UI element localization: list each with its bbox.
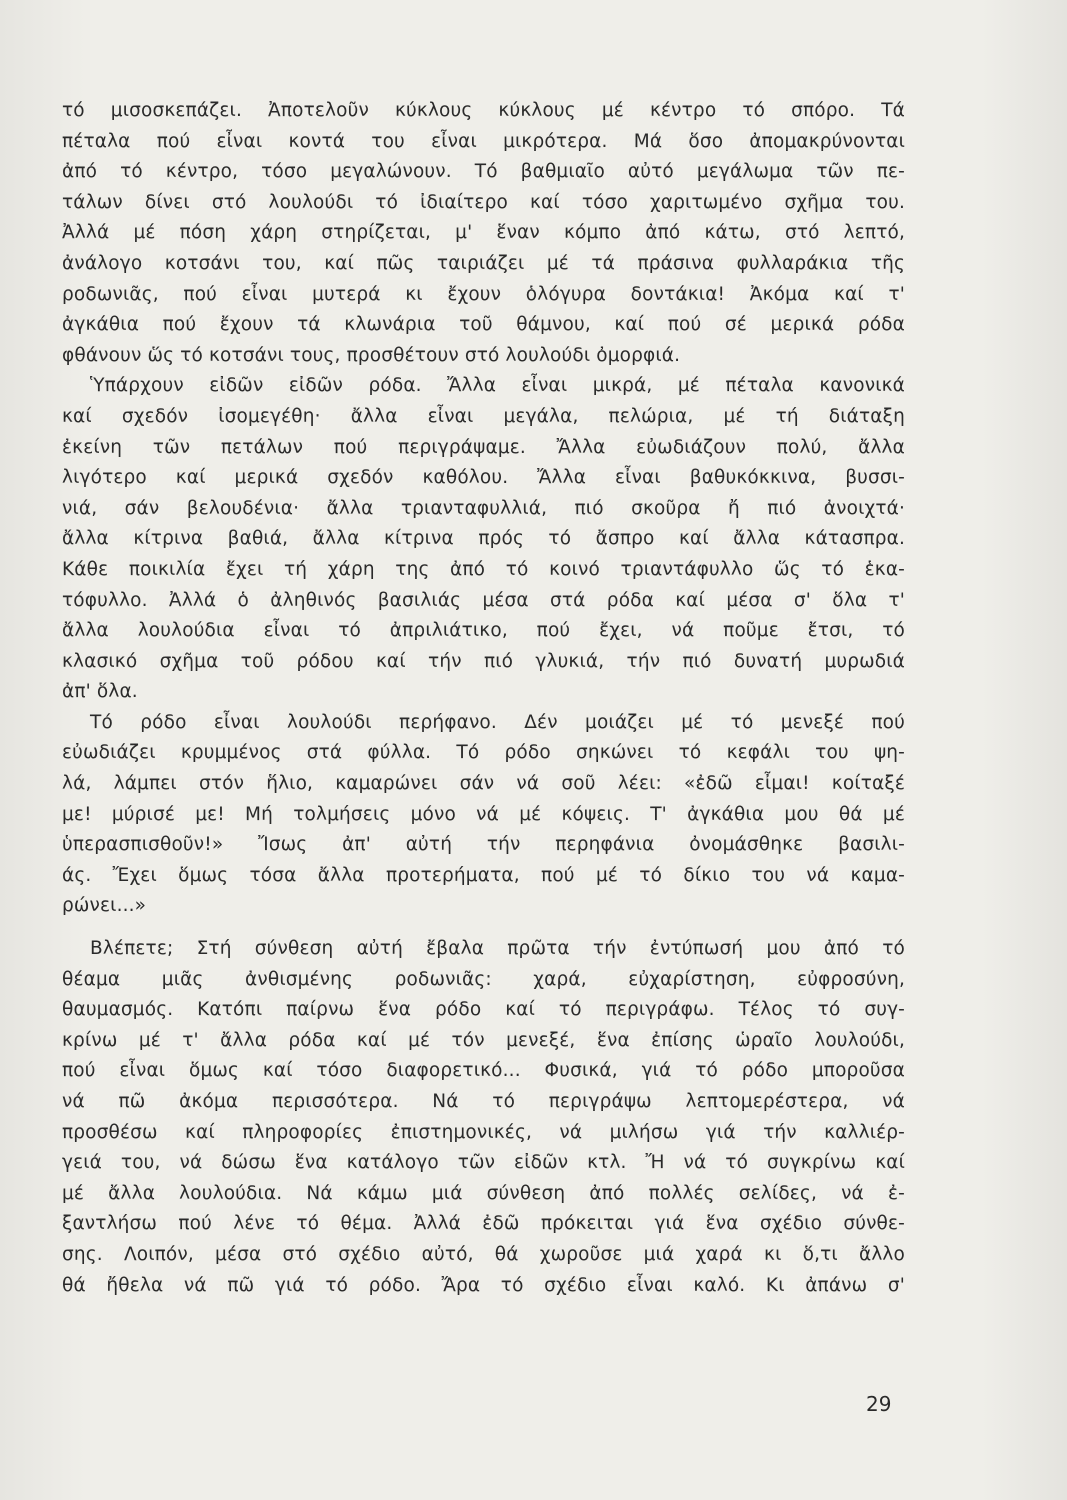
text-line: λά, λάμπει στόν ἥλιο, καμαρώνει σάν νά σοῦ λέει: «ἐδῶ εἶμαι! κοίταξέ [62, 773, 905, 795]
text-line: προσθέσω καί πληροφορίες ἐπιστημονικές, νά μιλήσω γιά τήν καλλιέρ- [62, 1121, 905, 1143]
body-text [62, 96, 905, 1301]
text-line: θά ἤθελα νά πῶ γιά τό ρόδο. Ἄρα τό σχέδιο εἶναι καλό. Κι ἀπάνω σ' [62, 1274, 905, 1296]
text-line: ἐκείνη τῶν πετάλων πού περιγράψαμε. Ἄλλα εὐωδιάζουν πολύ, ἄλλα [62, 436, 905, 458]
text-line: πέταλα πού εἶναι κοντά του εἶναι μικρότερα. Μά ὅσο ἀπομακρύνονται [62, 130, 905, 152]
text-line: με! μύρισέ με! Μή τολμήσεις μόνο νά μέ κόψεις. Τ' ἀγκάθια μου θά μέ [62, 803, 905, 825]
text-line: θαυμασμός. Κατόπι παίρνω ἕνα ρόδο καί τό περιγράφω. Τέλος τό συγ- [62, 999, 905, 1021]
text-line: κρίνω μέ τ' ἄλλα ρόδα καί μέ τόν μενεξέ, ἕνα ἐπίσης ὡραῖο λουλούδι, [62, 1029, 905, 1051]
text-line: ἄλλα κίτρινα βαθιά, ἄλλα κίτρινα πρός τό ἄσπρο καί ἄλλα κάτασπρα. [62, 528, 905, 550]
text-line: ἀνάλογο κοτσάνι του, καί πῶς ταιριάζει μέ τά πράσινα φυλλαράκια τῆς [62, 252, 905, 274]
text-line: ἀπό τό κέντρο, τόσο μεγαλώνουν. Τό βαθμιαῖο αὐτό μεγάλωμα τῶν πε- [62, 161, 905, 183]
text-line: ἀπ' ὅλα. [62, 681, 138, 703]
text-line: Ὑπάρχουν εἰδῶν εἰδῶν ρόδα. Ἄλλα εἶναι μικρά, μέ πέταλα κανονικά [90, 375, 905, 397]
text-line: φθάνουν ὥς τό κοτσάνι τους, προσθέτουν στό λουλούδι ὀμορφιά. [62, 344, 681, 366]
paragraph-1 [62, 96, 905, 371]
paragraph-4 [62, 934, 905, 1301]
text-line: τάλων δίνει στό λουλούδι τό ἰδιαίτερο καί τόσο χαριτωμένο σχῆμα του. [62, 191, 905, 213]
text-line: τό μισοσκεπάζει. Ἀποτελοῦν κύκλους κύκλους μέ κέντρο τό σπόρο. Τά [62, 100, 905, 121]
text-line: θέαμα μιᾶς ἀνθισμένης ροδωνιᾶς: χαρά, εὐχαρίστηση, εὐφροσύνη, [62, 968, 905, 990]
text-line: ἀγκάθια πού ἔχουν τά κλωνάρια τοῦ θάμνου, καί πού σέ μερικά ρόδα [62, 314, 905, 336]
paragraph-2 [62, 371, 905, 708]
page-number: 29 [866, 1392, 892, 1416]
text-line: εὐωδιάζει κρυμμένος στά φύλλα. Τό ρόδο σηκώνει τό κεφάλι του ψη- [62, 742, 905, 764]
text-line: τόφυλλο. Ἀλλά ὁ ἀληθινός βασιλιάς μέσα στά ρόδα καί μέσα σ' ὅλα τ' [62, 589, 905, 611]
text-line: Κάθε ποικιλία ἔχει τή χάρη της ἀπό τό κοινό τριαντάφυλλο ὥς τό ἑκα- [62, 558, 905, 580]
text-line: λιγότερο καί μερικά σχεδόν καθόλου. Ἄλλα εἶναι βαθυκόκκινα, βυσσι- [62, 467, 905, 489]
text-line: Βλέπετε; Στή σύνθεση αὐτή ἔβαλα πρῶτα τήν ἐντύπωσή μου ἀπό τό [90, 938, 905, 960]
text-line: σης. Λοιπόν, μέσα στό σχέδιο αὐτό, θά χωροῦσε μιά χαρά κι ὅ,τι ἄλλο [62, 1243, 905, 1265]
paragraph-gap [62, 922, 905, 934]
text-line: καί σχεδόν ἰσομεγέθη· ἄλλα εἶναι μεγάλα, πελώρια, μέ τή διάταξη [62, 405, 905, 427]
text-line: νά πῶ ἀκόμα περισσότερα. Νά τό περιγράψω λεπτομερέστερα, νά [62, 1091, 905, 1112]
text-line: ρώνει...» [62, 895, 147, 917]
text-line: Ἀλλά μέ πόση χάρη στηρίζεται, μ' ἕναν κόμπο ἀπό κάτω, στό λεπτό, [62, 222, 905, 244]
paragraph-3 [62, 708, 905, 922]
text-line: ὑπερασπισθοῦν!» Ἴσως ἀπ' αὐτή τήν περηφάνια ὀνομάσθηκε βασιλι- [62, 834, 905, 856]
text-line: κλασικό σχῆμα τοῦ ρόδου καί τήν πιό γλυκιά, τήν πιό δυνατή μυρωδιά [62, 650, 905, 672]
text-line: ροδωνιᾶς, πού εἶναι μυτερά κι ἔχουν ὁλόγυρα δοντάκια! Ἀκόμα καί τ' [62, 283, 905, 305]
text-line: Τό ρόδο εἶναι λουλούδι περήφανο. Δέν μοιάζει μέ τό μενεξέ πού [90, 711, 905, 733]
text-line: ξαντλήσω πού λένε τό θέμα. Ἀλλά ἐδῶ πρόκειται γιά ἕνα σχέδιο σύνθε- [62, 1213, 905, 1235]
text-line: γειά του, νά δώσω ἕνα κατάλογο τῶν εἰδῶν κτλ. Ἤ νά τό συγκρίνω καί [62, 1152, 905, 1174]
text-line: πού εἶναι ὅμως καί τόσο διαφορετικό... Φυσικά, γιά τό ρόδο μποροῦσα [62, 1060, 905, 1082]
text-line: ἄλλα λουλούδια εἶναι τό ἀπριλιάτικο, πού ἔχει, νά ποῦμε ἔτσι, τό [62, 620, 905, 642]
text-line: νιά, σάν βελουδένια· ἄλλα τριανταφυλλιά, πιό σκοῦρα ἤ πιό ἀνοιχτά· [62, 497, 905, 519]
text-line: μέ ἄλλα λουλούδια. Νά κάμω μιά σύνθεση ἀπό πολλές σελίδες, νά ἐ- [62, 1182, 905, 1204]
text-line: άς. Ἔχει ὅμως τόσα ἄλλα προτερήματα, πού μέ τό δίκιο του νά καμα- [62, 864, 905, 886]
